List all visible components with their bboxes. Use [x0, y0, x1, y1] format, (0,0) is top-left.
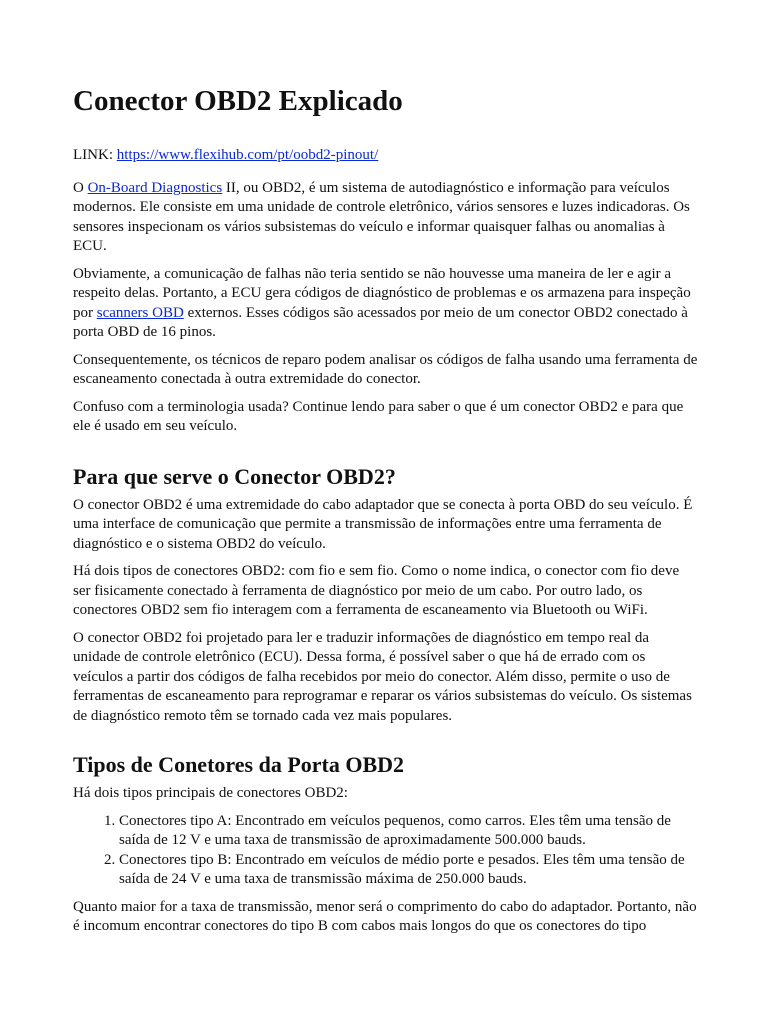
- intro-p2-post: externos. Esses códigos são acessados por meio de um conector OBD2 conectado à porta OBD de 16 pinos.: [73, 304, 688, 340]
- intro-p1-pre: O: [73, 179, 88, 196]
- page-title: Conector OBD2 Explicado: [73, 85, 403, 117]
- intro-p1-post: II, ou OBD2, é um sistema de autodiagnóstico e informação para veículos modernos. Ele consiste em uma unidade de controle eletrônico, vários sensores e luzes indicadoras. Os sensores inspecionam os vários subsistemas do veículo e informar quaisquer falhas ou anomalias à ECU.: [73, 179, 690, 254]
- purpose-paragraph-3: O conector OBD2 foi projetado para ler e traduzir informações de diagnóstico em tempo real da unidade de controle eletrônico (ECU). Dessa forma, é possível saber o que há de errado com os veículos a partir dos códigos de falha recebidos por meio do conector. Além disso, permite o uso de ferramentas de escaneamento para reprogramar e reparar os vários subsistemas do veículo. Os sistemas de diagnóstico remoto têm se tornado cada vez mais populares.: [73, 629, 692, 724]
- intro-paragraph-1: [73, 179, 698, 257]
- source-url-link[interactable]: https://www.flexihub.com/pt/oobd2-pinout/: [116, 147, 379, 163]
- intro-paragraph-3: Consequentemente, os técnicos de reparo podem analisar os códigos de falha usando uma ferramenta de escaneamento conectada à outra extremidade do conector.: [73, 351, 698, 387]
- section-heading-types: Tipos de Conetores da Porta OBD2: [73, 752, 405, 777]
- source-link-line: [73, 146, 698, 166]
- intro-paragraph-2: [73, 265, 698, 343]
- connector-types-list: [73, 812, 698, 890]
- link-label: LINK:: [73, 147, 113, 163]
- document-page: [73, 82, 698, 945]
- scanners-obd-link[interactable]: scanners OBD: [96, 304, 184, 321]
- intro-p2-pre: Obviamente, a comunicação de falhas não teria sentido se não houvesse uma maneira de ler e agir a respeito delas. Portanto, a ECU gera códigos de diagnóstico de problemas e os armazena para inspeção por: [73, 265, 691, 321]
- types-intro: Há dois tipos principais de conectores OBD2:: [73, 785, 348, 801]
- types-paragraph-after: Quanto maior for a taxa de transmissão, menor será o comprimento do cabo do adaptador. Portanto, não é incomum encontrar conectores do tipo B com cabos mais longos do que os conectores do tipo: [73, 898, 697, 934]
- intro-paragraph-4: Confuso com a terminologia usada? Continue lendo para saber o que é um conector OBD2 e para que ele é usado em seu veículo.: [73, 398, 684, 434]
- list-item: 2. Conectores tipo B: Encontrado em veículos de médio porte e pesados. Eles têm uma tensão de saída de 24 V e uma taxa de transmissão máxima de 250.000 bauds.: [119, 851, 698, 890]
- purpose-paragraph-1: O conector OBD2 é uma extremidade do cabo adaptador que se conecta à porta OBD do seu veículo. É uma interface de comunicação que permite a transmissão de informações entre uma ferramenta de diagnóstico e o sistema OBD2 do veículo.: [73, 496, 693, 552]
- section-heading-purpose: Para que serve o Conector OBD2?: [73, 463, 396, 489]
- on-board-diagnostics-link[interactable]: On-Board Diagnostics: [87, 179, 223, 196]
- list-item: 1. Conectores tipo A: Encontrado em veículos pequenos, como carros. Eles têm uma tensão de saída de 12 V e uma taxa de transmissão de aproximadamente 500.000 bauds.: [119, 812, 698, 851]
- purpose-paragraph-2: Há dois tipos de conectores OBD2: com fio e sem fio. Como o nome indica, o conector com fio deve ser fisicamente conectado à ferramenta de diagnóstico por meio de um cabo. Por outro lado, os conectores OBD2 sem fio interagem com a ferramenta de escaneamento via Bluetooth ou WiFi.: [73, 563, 680, 618]
